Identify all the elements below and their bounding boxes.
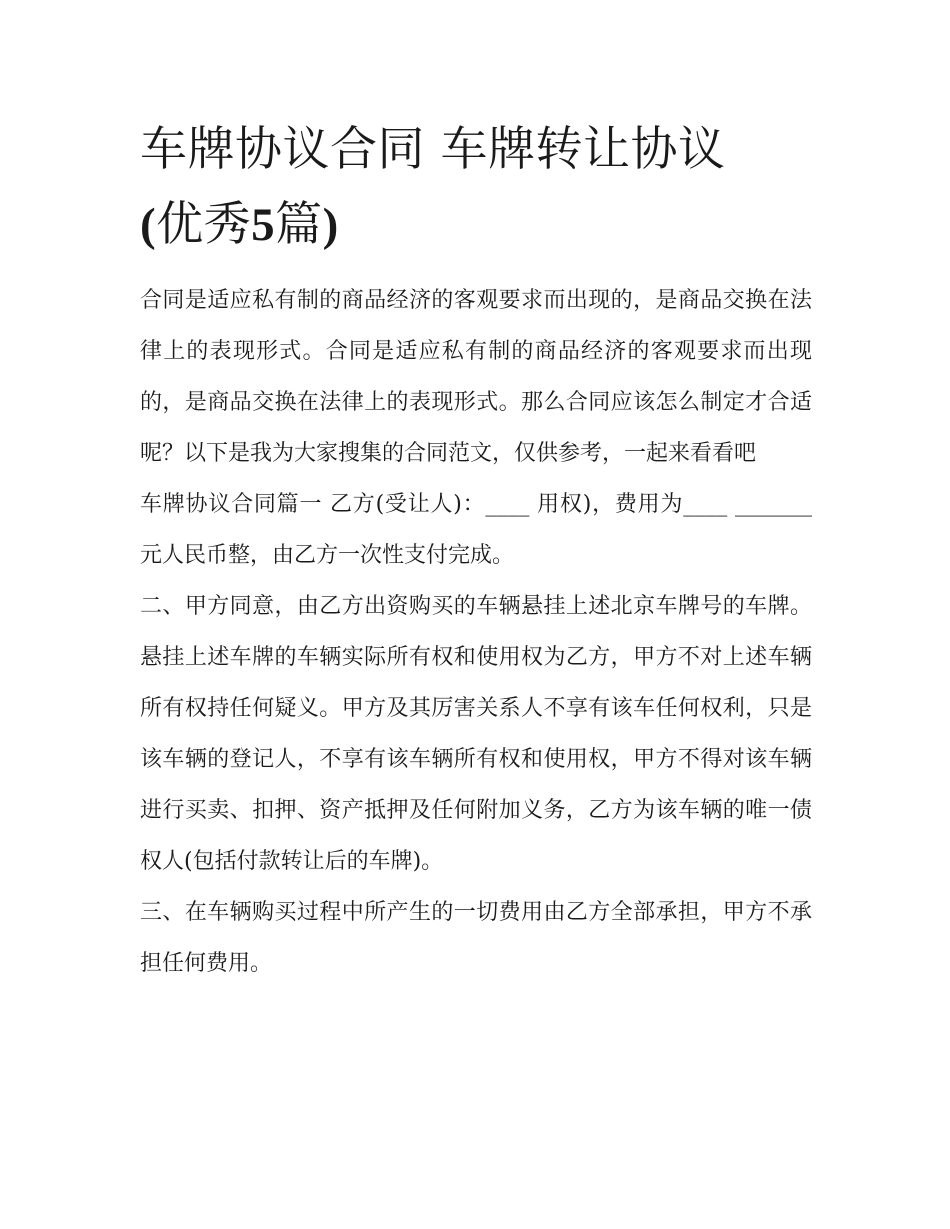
contract-clause-2: 二、甲方同意，由乙方出资购买的车辆悬挂上述北京车牌号的车牌。悬挂上述车牌的车辆实际所有权和使用权为乙方，甲方不对上述车辆所有权持任何疑义。甲方及其厉害关系人不享有该车任何权利，只是该车辆的登记人，不享有该车辆所有权和使用权，甲方不得对该车辆进行买卖、扣押、资产抵押及任何附加义务，乙方为该车辆的唯一债权人(包括付款转让后的车牌)。 xyxy=(140,594,812,874)
document-body xyxy=(140,112,812,989)
title-count: 5 xyxy=(251,199,276,251)
intro-paragraph: 合同是适应私有制的商品经济的客观要求而出现的，是商品交换在法律上的表现形式。合同是适应私有制的商品经济的客观要求而出现的，是商品交换在法律上的表现形式。那么合同应该怎么制定才合适呢？以下是我为大家搜集的合同范文，仅供参考，一起来看看吧 xyxy=(140,288,812,466)
document-title xyxy=(140,112,812,263)
title-piece-word: 篇 xyxy=(275,197,323,252)
title-paren-open: ( xyxy=(140,199,157,251)
title-paren-close: ) xyxy=(322,199,339,251)
contract-clause-3: 三、在车辆购买过程中所产生的一切费用由乙方全部承担，甲方不承担任何费用。 xyxy=(140,900,812,976)
title-line-1: 车牌协议合同 车牌转让协议 xyxy=(140,122,726,177)
title-excellent: 优秀 xyxy=(156,197,252,252)
contract-section-1: 车牌协议合同篇一 乙方(受让人)：____ 用权)，费用为____ _______元人民币整，由乙方一次性支付完成。 xyxy=(140,492,812,568)
title-line-2 xyxy=(140,187,812,263)
